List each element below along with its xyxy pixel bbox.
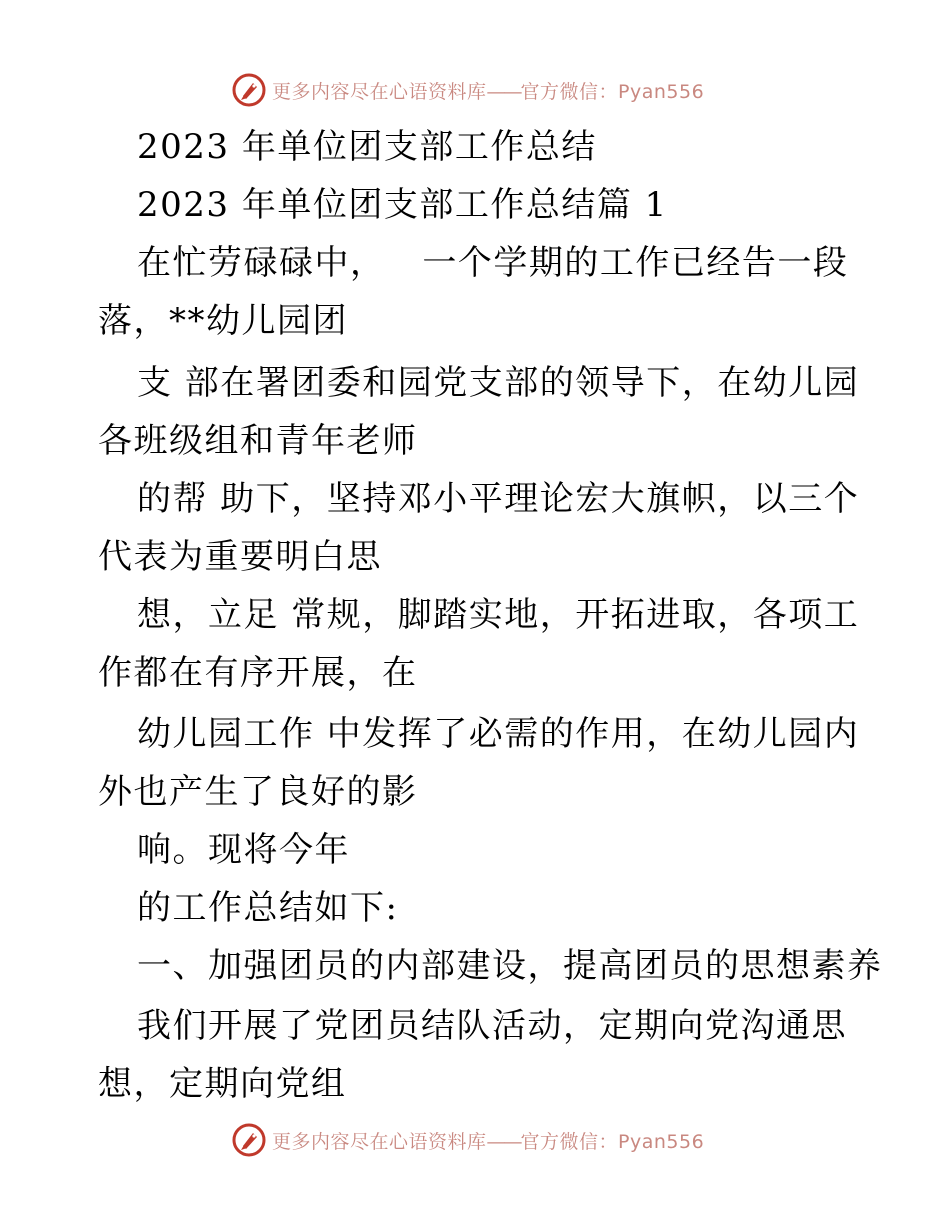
paragraph-line: 响。现将今年 — [137, 830, 350, 870]
paragraph-line: 我们开展了党团员结队活动，定期向党沟通思 — [137, 1006, 847, 1046]
watermark-prefix: 更多内容尽在心语资料库 — [272, 80, 487, 103]
paragraph-line: 想，立足 常规，脚踏实地，开拓进取，各项工 — [137, 595, 860, 635]
watermark-header — [232, 70, 704, 110]
section-heading: 一、加强团员的内部建设，提高团员的思想素养 — [137, 946, 883, 986]
paragraph-line: 各班级组和青年老师 — [98, 421, 418, 461]
paragraph-line: 外也产生了良好的影 — [98, 772, 418, 812]
paragraph-line: 在忙劳碌碌中， 一个学期的工作已经告一段 — [137, 243, 849, 283]
paragraph-line: 幼儿园工作 中发挥了必需的作用，在幼儿园内 — [137, 714, 860, 754]
pen-nib-logo-icon — [232, 73, 266, 107]
watermark-text — [272, 77, 704, 104]
watermark-footer — [232, 1120, 704, 1160]
paragraph-line: 的帮 助下，坚持邓小平理论宏大旗帜，以三个 — [137, 479, 860, 519]
watermark-prefix: 更多内容尽在心语资料库 — [272, 1130, 487, 1153]
watermark-separator: —— — [486, 1130, 521, 1153]
watermark-suffix: 官方微信： — [520, 1130, 619, 1153]
paragraph-line: 想，定期向党组 — [98, 1064, 347, 1104]
paragraph-line: 支 部在署团委和园党支部的领导下，在幼儿园 — [137, 363, 860, 403]
paragraph-line: 代表为重要明白思 — [98, 537, 382, 577]
watermark-suffix: 官方微信： — [520, 80, 619, 103]
watermark-separator: —— — [486, 80, 521, 103]
watermark-wechat-id: Pyan556 — [618, 80, 705, 103]
watermark-wechat-id: Pyan556 — [618, 1130, 705, 1153]
paragraph-line: 作都在有序开展，在 — [98, 653, 418, 693]
paragraph-line: 的工作总结如下: — [137, 888, 399, 928]
paragraph-line: 落，**幼儿园团 — [98, 301, 348, 341]
document-subtitle: 2023 年单位团支部工作总结篇 1 — [137, 185, 668, 225]
document-title: 2023 年单位团支部工作总结 — [137, 127, 597, 167]
watermark-text — [272, 1127, 704, 1154]
pen-nib-logo-icon — [232, 1123, 266, 1157]
